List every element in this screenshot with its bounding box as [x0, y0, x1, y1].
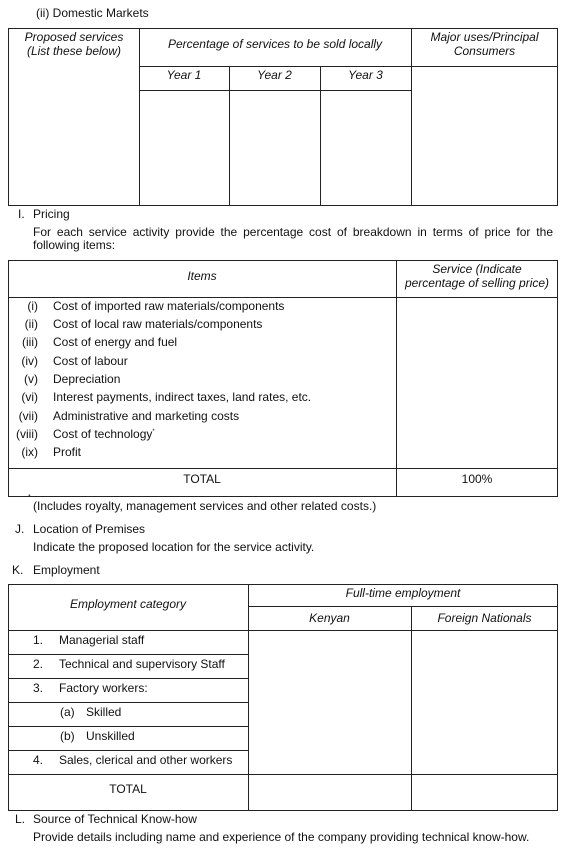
list-item — [0, 409, 400, 425]
list-item — [0, 299, 400, 315]
divider — [8, 726, 248, 727]
location-letter: J. — [15, 522, 25, 536]
item-number: (viii) — [16, 427, 38, 441]
list-item — [0, 354, 400, 370]
divider — [8, 468, 558, 469]
item-label: Profit — [53, 445, 82, 459]
header-line: (List these below) — [26, 44, 122, 58]
header-line: Consumers — [453, 44, 516, 58]
item-number: (i) — [27, 299, 38, 313]
divider — [8, 654, 248, 655]
domestic-markets-heading: (ii) Domestic Markets — [36, 6, 149, 20]
percentage-sold-locally-header: Percentage of services to be sold locally — [167, 37, 383, 51]
item-label: Cost of imported raw materials/components — [53, 299, 285, 313]
year-3-header: Year 3 — [348, 68, 383, 82]
divider — [8, 297, 558, 298]
knowhow-text: Provide details including name and experience of the company providing technical know-how. — [33, 830, 530, 844]
divider — [8, 678, 248, 679]
major-uses-header — [411, 30, 558, 58]
list-item — [0, 335, 400, 351]
pricing-footnote: (Includes royalty, management services and other related costs.) — [33, 499, 377, 513]
divider — [248, 606, 558, 607]
item-number: (ii) — [24, 317, 38, 331]
foreign-nationals-header: Foreign Nationals — [437, 611, 532, 625]
row-label: Factory workers: — [59, 681, 148, 695]
divider — [8, 750, 248, 751]
row-number: 4. — [33, 753, 44, 767]
table-row — [60, 705, 122, 719]
table-row — [33, 633, 145, 647]
divider — [8, 630, 558, 631]
divider — [8, 774, 558, 775]
location-text: Indicate the proposed location for the service activity. — [33, 540, 315, 554]
item-number: (iv) — [21, 354, 38, 368]
list-item — [0, 390, 400, 406]
knowhow-letter: L. — [15, 812, 26, 826]
pricing-letter: I. — [18, 207, 25, 221]
divider — [139, 66, 558, 67]
item-number: (vii) — [18, 409, 38, 423]
header-line: Proposed services — [24, 30, 124, 44]
proposed-services-header — [9, 30, 139, 58]
row-number: 1. — [33, 633, 44, 647]
row-number: 3. — [33, 681, 44, 695]
divider — [320, 66, 321, 206]
employment-total-label: TOTAL — [109, 782, 147, 796]
item-label: Cost of labour — [53, 354, 128, 368]
location-title: Location of Premises — [33, 522, 146, 536]
employment-letter: K. — [12, 563, 24, 577]
item-label: Administrative and marketing costs — [53, 409, 240, 423]
year-1-header: Year 1 — [166, 68, 202, 82]
row-label: Managerial staff — [59, 633, 145, 647]
item-label-text: Cost of technology — [53, 427, 153, 441]
item-number: (v) — [24, 372, 38, 386]
divider — [8, 702, 248, 703]
header-line: percentage of selling price) — [404, 276, 550, 290]
employment-title: Employment — [33, 563, 100, 577]
item-number: (ix) — [21, 445, 38, 459]
table-row — [33, 753, 233, 767]
item-label: Cost of energy and fuel — [53, 335, 178, 349]
service-percentage-header — [397, 262, 557, 290]
knowhow-title: Source of Technical Know-how — [33, 812, 197, 826]
item-number: (vi) — [21, 390, 38, 404]
pricing-intro-line-1: For each service activity provide the percentage cost of breakdown in terms of price for the — [33, 225, 553, 239]
table-row — [60, 729, 135, 743]
item-label: Cost of local raw materials/components — [53, 317, 263, 331]
divider — [229, 66, 230, 206]
pricing-intro-line-2: following items: — [33, 238, 116, 252]
footnote-asterisk: * — [28, 494, 31, 501]
row-number: 2. — [33, 657, 44, 671]
row-number: (a) — [60, 705, 75, 719]
table-row — [33, 681, 148, 695]
list-item — [0, 317, 400, 333]
items-header: Items — [187, 269, 217, 283]
row-label: Sales, clerical and other workers — [59, 753, 233, 767]
full-time-employment-header: Full-time employment — [345, 586, 461, 600]
row-number: (b) — [60, 729, 75, 743]
item-label: Depreciation — [53, 372, 121, 386]
employment-category-header: Employment category — [69, 597, 187, 611]
pricing-total-label: TOTAL — [183, 472, 221, 486]
header-line: Service (Indicate — [432, 262, 522, 276]
year-2-header: Year 2 — [257, 68, 292, 82]
item-label — [53, 427, 155, 441]
footnote-asterisk: * — [152, 429, 155, 435]
table-row — [33, 657, 225, 671]
header-line: Major uses/Principal — [430, 30, 539, 44]
divider — [139, 28, 140, 206]
list-item — [0, 427, 400, 443]
kenyan-header: Kenyan — [309, 611, 350, 625]
divider — [411, 606, 412, 811]
item-label: Interest payments, indirect taxes, land rates, etc. — [53, 390, 312, 404]
pricing-title: Pricing — [33, 207, 70, 221]
list-item — [0, 445, 400, 461]
pricing-total-value: 100% — [461, 472, 493, 486]
row-label: Technical and supervisory Staff — [59, 657, 225, 671]
row-label: Unskilled — [86, 729, 135, 743]
item-number: (iii) — [22, 335, 38, 349]
list-item — [0, 372, 400, 388]
divider — [139, 90, 411, 91]
row-label: Skilled — [86, 705, 122, 719]
